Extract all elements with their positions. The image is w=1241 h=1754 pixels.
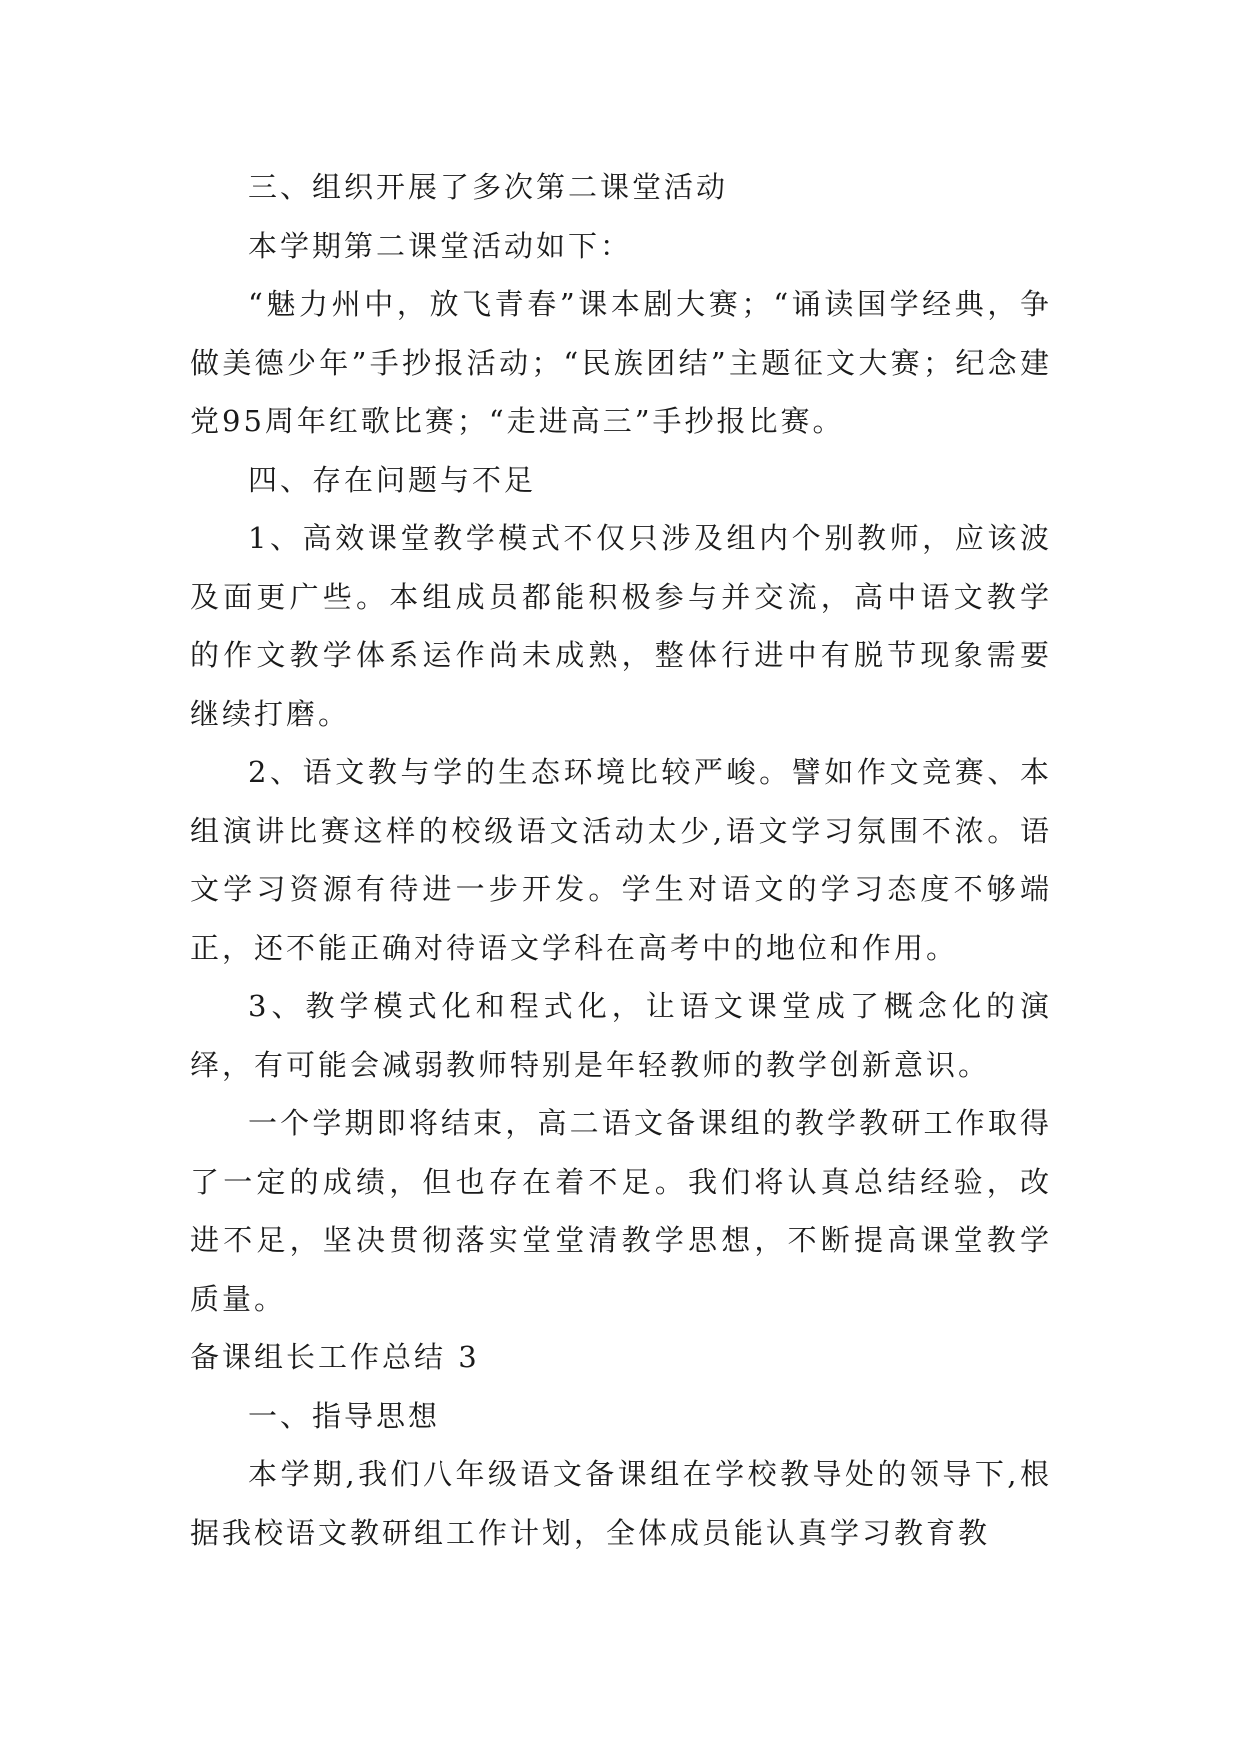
paragraph-conclusion: 一个学期即将结束，高二语文备课组的教学教研工作取得了一定的成绩，但也存在着不足。我们将认真总结经验，改进不足，坚决贯彻落实堂堂清教学思想，不断提高课堂教学质量。: [190, 1106, 1052, 1316]
paragraph-activities-intro: 本学期第二课堂活动如下：: [248, 228, 633, 263]
heading-second-classroom: 三、组织开展了多次第二课堂活动: [248, 170, 729, 204]
heading-guiding-thought: 一、指导思想: [248, 1398, 441, 1433]
heading-problems: 四、存在问题与不足: [248, 462, 537, 497]
paragraph-problem-2: 2、语文教与学的生态环境比较严峻。譬如作文竞赛、本组演讲比赛这样的校级语文活动太少,语文学习氛围不浓。语文学习资源有待进一步开发。学生对语文的学习态度不够端正，还不能正确对待语文学科在高考中的地位和作用。: [190, 755, 1052, 965]
section-title: 备课组长工作总结 3: [190, 1340, 480, 1374]
paragraph-semester-intro: 本学期,我们八年级语文备课组在学校教导处的领导下,根据我校语文教研组工作计划，全体成员能认真学习教育教: [190, 1457, 1052, 1550]
paragraph-problem-1: 1、高效课堂教学模式不仅只涉及组内个别教师，应该波及面更广些。本组成员都能积极参与并交流，高中语文教学的作文教学体系运作尚未成熟，整体行进中有脱节现象需要继续打磨。: [190, 521, 1052, 731]
document-page: [190, 158, 1052, 1562]
paragraph-problem-3: 3、教学模式化和程式化，让语文课堂成了概念化的演绎，有可能会减弱教师特别是年轻教师的教学创新意识。: [190, 989, 1052, 1082]
paragraph-activities-list: “魅力州中，放飞青春”课本剧大赛；“诵读国学经典，争做美德少年”手抄报活动；“民族团结”主题征文大赛；纪念建党95周年红歌比赛；“走进高三”手抄报比赛。: [190, 287, 1052, 438]
